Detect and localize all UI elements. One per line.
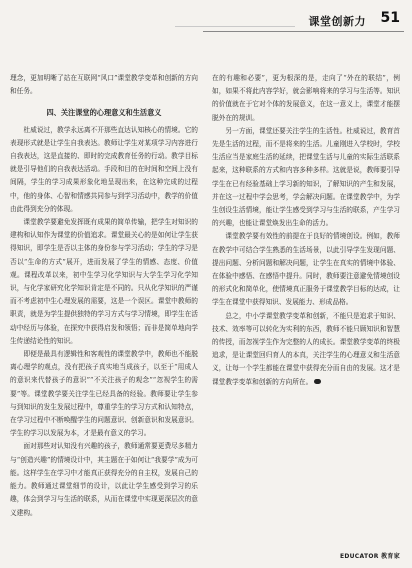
body-paragraph: 即便是最具有逻辑性和客观性的课堂教学中，教师也不能脱离心理学的观点，没有把孩子真实地当成孩子，以至于“用成人的意识来代替孩子的意识”“不关注孩子的观念”“忽视学生的需要”等。课堂教学要关注学生已经具备的经验。教师要让学生参与到知识的发生发展过程中，尊重学生的学习方式和认知特点，在学习过程中不断唤醒学生的问题意识、创新意识和发展意识。学生的学习以发展为本，才是最有意义的学习。	[10, 350, 198, 438]
body-paragraph: 在的有趣和必要”，更为根深的是，走向了“外在的联结”，例如，如果不将此内容学好，就会影响将来的学习与生活等。知识的价值就在于它对个体的发展意义，在这一意义上，课堂才能摆脱外在的规训。	[212, 74, 400, 122]
body-paragraph: 杜威说过，教学永远离不开那些直达认知核心的情境。它的表现形式就是让学生自我表达。教师让学生对某项学习内容进行自我表达，这是直接的、即时的完成教育任务的行动。教学目标就是引导他们的自我表达活动。手段和目的在时间和空间上没有间隔，学生的学习成果形象化地呈现出来，在这种完成的过程中，他的身体、心智和情感共同参与到学习活动中，教学的价值由此得到充分的体现。	[10, 125, 198, 213]
section-title: 课堂创新力	[308, 15, 366, 28]
left-column	[10, 72, 198, 520]
right-column	[212, 72, 400, 389]
section-heading: 四、关注课堂的心理意义和生活意义	[46, 108, 162, 118]
magazine-footer: EDUCATOR 教育家	[339, 553, 400, 560]
body-paragraph: 面对那些对认知没有兴趣的孩子，教师通常要更费尽多精力与“创造兴趣”的情境设计中，其主题在于如何让“我要学”成为可能。这样学生在学习中才能真正获得充分的自主权，发展自己的能力。教师通过课堂细节的设计，以此让学生感受到学习的乐趣，体会到学习与生活的联系，从而在课堂中实现更深层次的意义建构。	[10, 442, 198, 517]
page-number: 51	[380, 10, 400, 26]
lead-paragraph: 理念，更加明晰了站在互联网“风口”课堂教学变革和创新的方向和任务。	[10, 74, 198, 96]
article-end-icon	[314, 379, 321, 384]
body-paragraph: 另一方面，课堂还要关注学生的生活性。杜威说过，教育首先是生活的过程，而不是将来的生活。儿童刚进入学校时，学校生活应当是家庭生活的延续，把课堂生活与儿童的实际生活联系起来，这种联系的方式和内容多种多样。这就是说，教师要引导学生在已有经验基础上学习新的知识，了解知识的产生和发展，并在这一过程中学会思考，学会解决问题。在课堂教学中，为学生创设生活情境，能让学生感受到学习与生活的联系，产生学习的兴趣，也能让课堂焕发出生命的活力。	[212, 126, 400, 228]
body-paragraph: 课堂教学要有效性的前提在于良好的情境创设。例如，教师在教学中可结合学生熟悉的生活场景，以此引导学生发现问题、提出问题、分析问题和解决问题，让学生在真实的情境中体验、在体验中感悟、在感悟中提升。同时，教师要注意避免情境创设的形式化和简单化，使情境真正服务于课堂教学目标的达成，让学生在课堂中获得知识、发展能力、形成品格。	[212, 232, 400, 307]
body-paragraph: 课堂教学要避免发挥既有成果的简单传输，把学生对知识的建构和认知作为课堂的价值追求。课堂最关心的是如何让学生获得知识，即学生是否以主体的身份参与学习活动；学生的学习是否以“生命的方式”展开，进而发展了学生的情感、态度、价值观。课程改革以来，初中生学习化学知识与大学生学习化学知识，与化学家研究化学知识肯定是不同的。只从化学知识的严谨而不考虑初中生心理发展的需要，这是一个误区。课堂中教师的职责，就是为学生提供独特的学习方式与学习情境，即学生在活动中经历与体验，在探究中获得启发和领悟；而非是简单地向学生传递结论性的知识。	[10, 218, 198, 345]
header-decoration	[175, 12, 295, 27]
body-paragraph	[212, 310, 400, 389]
header-rule	[203, 31, 404, 32]
page-header	[0, 0, 412, 34]
closing-text: 总之，中小学课堂教学变革和创新，不能只是追求于知识、技术、效率等可以转化为实利的东西，教师不能只顾知识和智慧的传授，而忽视学生作为完整的人的成长。课堂教学变革的终极追求，是让课堂回归育人的本真，关注学生的心理意义和生活意义，让每一个学生都能在课堂中获得充分而自由的发展。这才是课堂教学变革和创新的方向所在。	[212, 311, 400, 386]
